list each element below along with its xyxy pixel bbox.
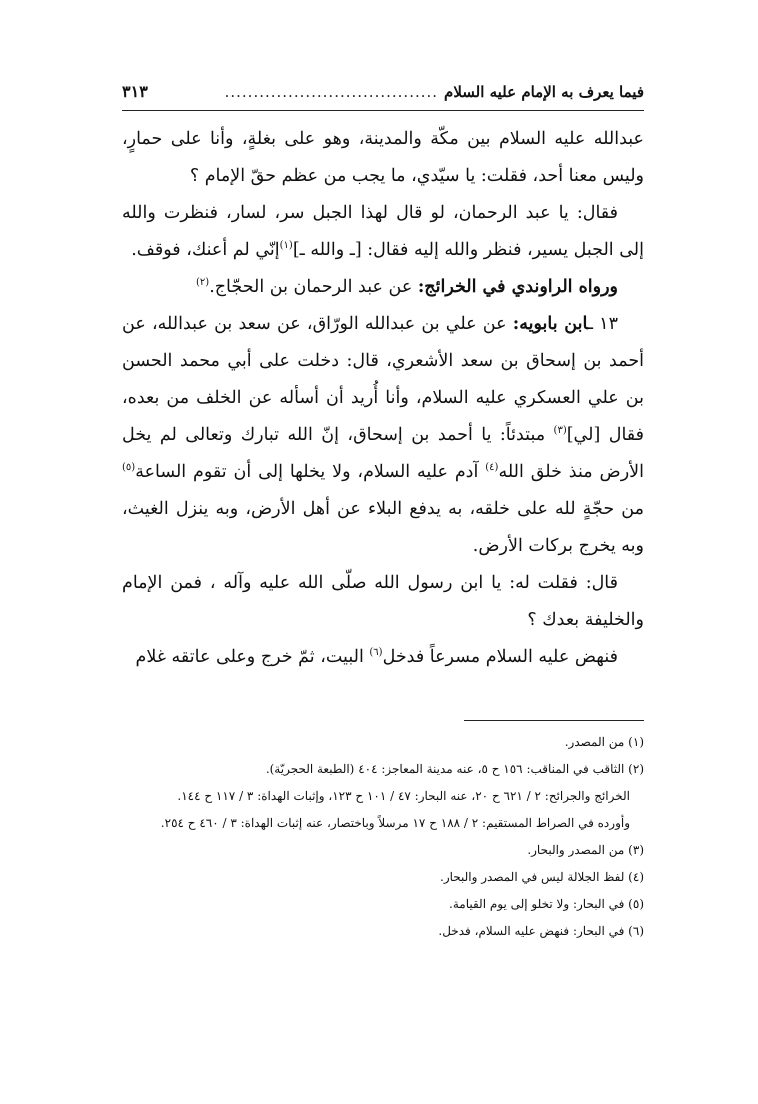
footnote-6: (٦) في البحار: فنهض عليه السلام، فدخل. bbox=[438, 924, 644, 938]
footnotes bbox=[122, 729, 644, 945]
footnote-ref-5[interactable]: (٥) bbox=[122, 462, 136, 474]
main-text bbox=[122, 121, 644, 676]
footnote-2-continued-1: الخرائج والجرائح: ٢ / ٦٢١ ح ٢٠، عنه البحار: ٤٧ / ١٠١ ح ١٢٣، وإثبات الهداة: ٣ / ١١٧ ح ١٤٤. bbox=[177, 789, 630, 803]
footnote-4: (٤) لفظ الجلالة ليس في المصدر والبحار. bbox=[440, 870, 644, 884]
footnote-5: (٥) في البحار: ولا تخلو إلى يوم القيامة. bbox=[449, 897, 644, 911]
paragraph-5 bbox=[122, 565, 644, 639]
paragraph-2-text-a: فقال: يا عبد الرحمان، لو قال لهذا الجبل سر، لسار، فنظرت والله إلى الجبل يسير، فنظر والله إليه فقال: [ـ والله ـ] bbox=[122, 203, 644, 260]
footnote-1: (١) من المصدر. bbox=[564, 735, 644, 749]
footnote-ref-3[interactable]: (٣) bbox=[553, 425, 567, 437]
paragraph-3 bbox=[122, 269, 644, 306]
paragraph-5-text: قال: فقلت له: يا ابن رسول الله صلّى الله عليه وآله ، فمن الإمام والخليفة بعدك ؟ bbox=[122, 573, 644, 630]
paragraph-4-text-b: مبتدئاً: يا أحمد بن إسحاق، إنّ الله تبارك وتعالى لم يخل الأرض منذ خلق الله bbox=[122, 425, 645, 482]
footnote-separator bbox=[464, 720, 644, 721]
paragraph-3-lead: ورواه الراوندي في الخرائج: bbox=[417, 277, 618, 297]
running-header bbox=[122, 82, 644, 111]
leader-dots: ..................................... bbox=[224, 83, 439, 101]
footnote-ref-1[interactable]: (١) bbox=[279, 240, 293, 252]
paragraph-3-text: عن عبد الرحمان بن الحجّاج. bbox=[209, 277, 418, 297]
footnote-3: (٣) من المصدر والبحار. bbox=[527, 843, 644, 857]
paragraph-6 bbox=[122, 639, 644, 676]
paragraph-4 bbox=[122, 306, 644, 565]
paragraph-1 bbox=[122, 121, 644, 195]
paragraph-4-text-c: آدم عليه السلام، ولا يخلها إلى أن تقوم الساعة bbox=[135, 462, 486, 482]
hadith-number: ١٣ ـ bbox=[587, 314, 618, 334]
footnote-2: (٢) الثاقب في المناقب: ١٥٦ ح ٥، عنه مدينة المعاجز: ٤٠٤ (الطبعة الحجريّة). bbox=[265, 762, 644, 776]
paragraph-2 bbox=[122, 195, 644, 269]
paragraph-4-text-d: من حجّةٍ لله على خلقه، به يدفع البلاء عن أهل الأرض، وبه ينزل الغيث، وبه يخرج بركات الأرض. bbox=[122, 499, 644, 556]
book-page bbox=[122, 82, 644, 945]
paragraph-4-lead: ابن بابويه: bbox=[512, 314, 588, 334]
paragraph-2-text-b: إنّي لم أعنك، فوقف. bbox=[131, 240, 280, 260]
paragraph-6-text-a: فنهض عليه السلام مسرعاً فدخل bbox=[382, 647, 618, 667]
footnote-2-continued-2: وأورده في الصراط المستقيم: ٢ / ١٨٨ ح ١٧ مرسلاً وباختصار، عنه إثبات الهداة: ٣ / ٤٦٠ ح ٢٥٤. bbox=[160, 816, 630, 830]
page-number: ٣١٣ bbox=[122, 82, 148, 101]
footnote-ref-6[interactable]: (٦) bbox=[369, 647, 383, 659]
footnote-ref-2[interactable]: (٢) bbox=[196, 277, 210, 289]
footnote-ref-4[interactable]: (٤) bbox=[485, 462, 499, 474]
running-header-title: فيما يعرف به الإمام عليه السلام bbox=[444, 83, 644, 101]
paragraph-6-text-b: البيت، ثمّ خرج وعلى عاتقه غلام bbox=[135, 647, 370, 667]
paragraph-1-text: عبدالله عليه السلام بين مكّة والمدينة، وهو على بغلةٍ، وأنا على حمارٍ، وليس معنا أحد، فقلت: يا سيّدي، ما يجب من عظم حقّ الإمام ؟ bbox=[122, 129, 644, 186]
paragraph-4-text-a: عن علي بن عبدالله الورّاق، عن سعد بن عبدالله، عن أحمد بن إسحاق بن سعد الأشعري، قال: دخلت على أبي محمد الحسن بن علي العسكري عليه السلام، وأنا أُريد أن أسأله عن الخلف من بعده، فقال [لي] bbox=[122, 314, 644, 445]
